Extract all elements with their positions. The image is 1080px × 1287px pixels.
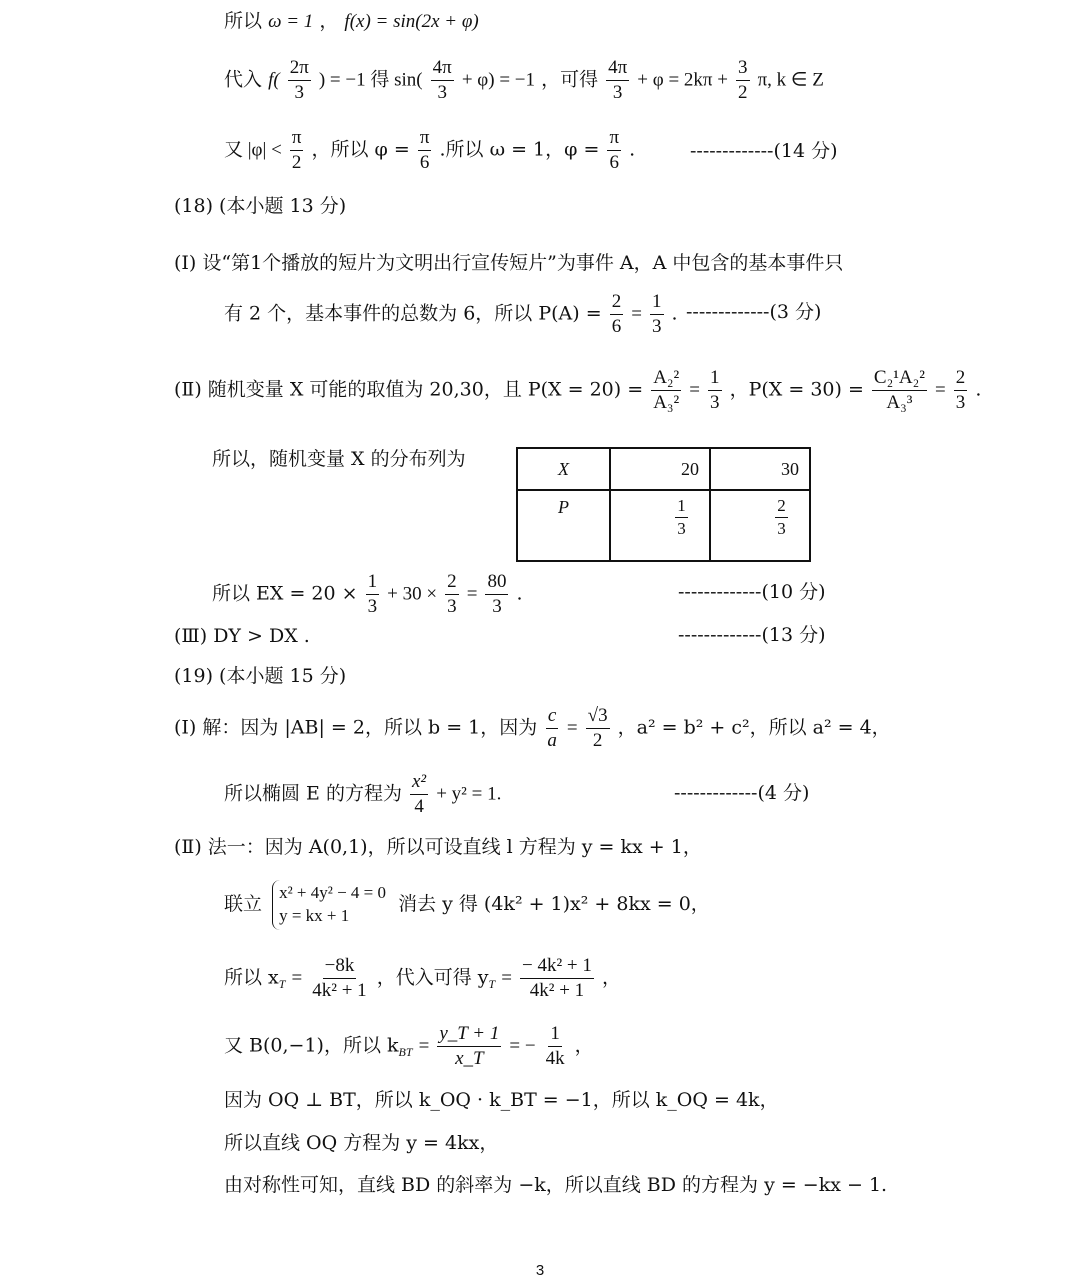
denominator: 3: [447, 595, 457, 617]
solution-line: 因为 OQ ⊥ BT，所以 k_OQ · k_BT = −1，所以 k_OQ = 4k，: [224, 1089, 779, 1111]
math: f(: [268, 69, 280, 91]
solution-line: [224, 1024, 594, 1069]
math: ) = −1 得 sin(: [318, 69, 423, 91]
fraction: [651, 368, 681, 413]
text: (Ⅰ) 解：因为 |AB| = 2，所以 b = 1，因为: [174, 716, 538, 739]
denominator: 3: [677, 518, 686, 538]
fraction: [437, 1024, 501, 1069]
denominator: A₃²: [653, 391, 680, 413]
fraction: [586, 706, 610, 751]
equation-system: [272, 880, 386, 930]
math: = −: [509, 1035, 536, 1057]
fraction: [736, 58, 750, 103]
text: .: [975, 378, 982, 401]
question-heading: (19) (本小题 15 分): [174, 665, 347, 687]
math: f(x) = sin(2x + φ): [344, 11, 479, 32]
text: (Ⅱ) 随机变量 X 可能的取值为 20,30，且 P(X = 20) =: [174, 378, 644, 401]
equation: x² + 4y² − 4 = 0: [279, 883, 387, 902]
math: 又 |φ| <: [224, 139, 282, 161]
text: ，P(X = 30) =: [729, 378, 864, 401]
text: 代入: [224, 68, 263, 91]
numerator: π: [290, 128, 304, 151]
denominator: 3: [612, 81, 623, 103]
fraction: [288, 58, 311, 103]
math: =: [501, 967, 512, 989]
math: + φ = 2kπ +: [637, 69, 728, 91]
fraction: [607, 128, 621, 173]
numerator: 3: [736, 58, 750, 81]
numerator: 4π: [606, 58, 629, 81]
numerator: y_T + 1: [437, 1024, 501, 1047]
solution-line: [224, 772, 501, 817]
text: 联立: [224, 892, 263, 915]
math: =: [689, 379, 700, 401]
fraction: [606, 58, 629, 103]
fraction: [545, 706, 559, 751]
numerator: 4π: [431, 58, 454, 81]
fraction: [366, 572, 380, 617]
solution-line: [174, 706, 891, 751]
subscript: T: [278, 977, 286, 992]
numerator: 1: [548, 1024, 562, 1047]
numerator: −8k: [323, 956, 357, 979]
denominator: 2: [738, 81, 748, 103]
text: 有 2 个，基本事件的总数为 6，所以 P(A) =: [224, 302, 602, 325]
numerator: √3: [586, 706, 610, 729]
math: + y² = 1.: [436, 783, 502, 805]
text: 所以 x: [224, 966, 279, 989]
numerator: 1: [675, 497, 688, 518]
denominator: 4k: [545, 1047, 565, 1069]
text: .: [516, 582, 523, 605]
numerator: 2: [610, 292, 624, 315]
text: ，a² = b² + c²，所以 a² = 4，: [617, 716, 891, 739]
numerator: A₂²: [651, 368, 681, 391]
table-cell: [710, 490, 810, 561]
numerator: 2: [775, 497, 788, 518]
numerator: 2π: [288, 58, 311, 81]
fraction: [418, 128, 432, 173]
text: 所以: [224, 10, 263, 32]
denominator: 4k² + 1: [312, 979, 367, 1001]
fraction: [431, 58, 454, 103]
text: .: [629, 138, 636, 161]
math: =: [631, 303, 642, 325]
fraction: [954, 368, 968, 413]
denominator: 6: [611, 315, 622, 337]
text: 又 B(0,−1)，所以 k: [224, 1034, 399, 1057]
numerator: 1: [708, 368, 722, 391]
score-marker: -------------(3 分): [686, 301, 822, 323]
distribution-table: [516, 447, 811, 562]
fraction: [650, 292, 664, 337]
text: 所以椭圆 E 的方程为: [224, 782, 402, 805]
solution-line: [212, 572, 523, 617]
numerator: 2: [445, 572, 459, 595]
text: .所以 ω = 1，φ =: [439, 138, 600, 161]
math: + φ) = −1: [461, 69, 536, 91]
page-number: 3: [535, 1262, 545, 1279]
numerator: π: [418, 128, 432, 151]
text: 所以 EX = 20 ×: [212, 582, 358, 605]
denominator: 6: [419, 151, 430, 173]
text: .: [671, 302, 678, 325]
text: ，: [319, 10, 339, 32]
denominator: 3: [367, 595, 378, 617]
table-cell: [610, 490, 710, 561]
math: =: [935, 379, 946, 401]
solution-line: [224, 58, 824, 103]
numerator: 80: [485, 572, 508, 595]
score-marker: -------------(14 分): [690, 140, 838, 162]
solution-line: [224, 880, 710, 930]
numerator: − 4k² + 1: [520, 956, 594, 979]
score-marker: -------------(10 分): [678, 581, 826, 603]
solution-line: 由对称性可知，直线 BD 的斜率为 −k，所以直线 BD 的方程为 y = −kx − 1.: [224, 1174, 888, 1196]
denominator: 2: [592, 729, 603, 751]
solution-line: [174, 368, 981, 413]
denominator: 3: [294, 81, 305, 103]
math: =: [418, 1035, 430, 1057]
text: ，代入可得 y: [376, 966, 489, 989]
denominator: 6: [609, 151, 620, 173]
table-cell: 30: [710, 448, 810, 490]
numerator: 1: [650, 292, 664, 315]
denominator: 3: [777, 518, 786, 538]
fraction: [310, 956, 368, 1001]
fraction: [520, 956, 594, 1001]
denominator: A₃³: [886, 391, 913, 413]
fraction: [775, 497, 788, 538]
denominator: a: [547, 729, 557, 751]
fraction: [610, 292, 624, 337]
math: ω = 1: [268, 11, 314, 32]
fraction: [485, 572, 508, 617]
fraction: [675, 497, 688, 538]
numerator: C₂¹A₂²: [872, 368, 927, 391]
subscript: T: [488, 977, 496, 992]
fraction: [445, 572, 459, 617]
fraction: [708, 368, 722, 413]
math: =: [291, 967, 303, 989]
text: ，: [601, 966, 621, 989]
table-row: [517, 490, 810, 561]
math: + 30 ×: [387, 583, 438, 605]
fraction: [872, 368, 927, 413]
table-row: [517, 448, 810, 490]
denominator: 3: [492, 595, 502, 617]
score-marker: -------------(13 分): [678, 624, 826, 646]
solution-line: 所以直线 OQ 方程为 y = 4kx，: [224, 1132, 499, 1154]
solution-line: (Ⅲ) DY > DX .: [174, 625, 310, 647]
numerator: 1: [366, 572, 380, 595]
table-cell: X: [517, 448, 610, 490]
denominator: 4k² + 1: [529, 979, 585, 1001]
denominator: 2: [291, 151, 302, 173]
subscript: BT: [398, 1045, 413, 1060]
numerator: 2: [954, 368, 968, 391]
fraction: [290, 128, 304, 173]
table-cell: 20: [610, 448, 710, 490]
numerator: π: [607, 128, 621, 151]
denominator: 3: [652, 315, 662, 337]
denominator: 3: [437, 81, 447, 103]
denominator: 3: [955, 391, 966, 413]
math: π, k ∈ Z: [757, 69, 824, 91]
text: ，可得: [541, 68, 599, 91]
text: ，: [574, 1034, 594, 1057]
fraction: [410, 772, 428, 817]
text: ，所以 φ =: [311, 138, 410, 161]
solution-line: (Ⅰ) 设“第1个播放的短片为文明出行宣传短片”为事件 A，A 中包含的基本事件只: [174, 252, 844, 274]
solution-line: [224, 12, 479, 31]
numerator: x²: [410, 772, 428, 795]
denominator: 4: [414, 795, 424, 817]
denominator: x_T: [455, 1047, 484, 1069]
solution-line: 所以，随机变量 X 的分布列为: [212, 448, 466, 470]
numerator: c: [546, 706, 558, 729]
solution-line: [224, 128, 635, 173]
solution-line: [224, 292, 678, 337]
math: =: [566, 717, 578, 739]
table-cell: P: [517, 490, 610, 561]
fraction: [544, 1024, 567, 1069]
equation: y = kx + 1: [279, 905, 350, 925]
score-marker: -------------(4 分): [674, 782, 810, 804]
solution-line: (Ⅱ) 法一：因为 A(0,1)，所以可设直线 l 方程为 y = kx + 1，: [174, 836, 702, 858]
denominator: 3: [710, 391, 720, 413]
question-heading: (18) (本小题 13 分): [174, 195, 347, 217]
text: 消去 y 得 (4k² + 1)x² + 8kx = 0，: [398, 892, 710, 915]
solution-line: [224, 956, 621, 1001]
math: =: [466, 583, 478, 605]
